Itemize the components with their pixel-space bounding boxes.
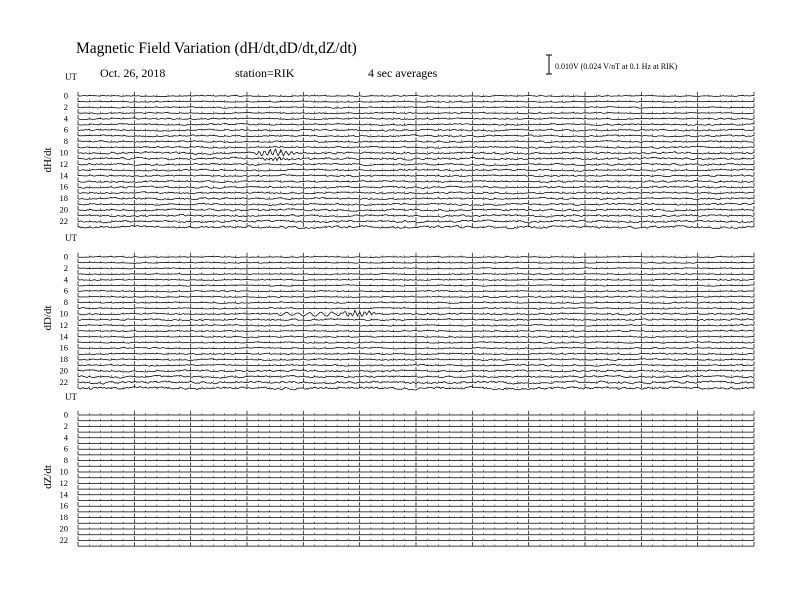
y-axis-label: dH/dt <box>42 147 54 173</box>
hour-label-16: 16 <box>59 500 68 511</box>
hour-label-20: 20 <box>59 204 68 215</box>
hour-label-8: 8 <box>63 297 68 308</box>
hour-label-0: 0 <box>63 409 68 420</box>
hour-label-14: 14 <box>59 331 68 342</box>
station-label: station=RIK <box>235 66 295 80</box>
panel-dD-dt <box>42 233 754 390</box>
hour-label-10: 10 <box>59 147 68 158</box>
y-axis-label: dZ/dt <box>42 465 54 489</box>
ut-label: UT <box>65 233 77 243</box>
hour-label-8: 8 <box>63 455 68 466</box>
hour-label-12: 12 <box>59 319 68 330</box>
hour-label-0: 0 <box>63 90 68 101</box>
ut-label: UT <box>65 392 77 402</box>
hour-label-14: 14 <box>59 170 68 181</box>
averaging-label: 4 sec averages <box>368 66 438 80</box>
panel-dH-dt <box>42 72 754 229</box>
chart-title: Magnetic Field Variation (dH/dt,dD/dt,dZ/dt) <box>76 40 357 57</box>
scale-bar-label: 0.010V (0.024 V/nT at 0.1 Hz at RIK) <box>555 62 678 71</box>
scale-bar <box>546 55 678 74</box>
hour-label-6: 6 <box>63 124 68 135</box>
hour-label-8: 8 <box>63 136 68 147</box>
hour-label-2: 2 <box>63 262 68 273</box>
hour-label-10: 10 <box>59 308 68 319</box>
hour-label-12: 12 <box>59 158 68 169</box>
hour-label-22: 22 <box>59 534 68 545</box>
hour-label-2: 2 <box>63 420 68 431</box>
hour-label-2: 2 <box>63 101 68 112</box>
hour-label-16: 16 <box>59 342 68 353</box>
ut-label: UT <box>65 72 77 82</box>
panel-dZ-dt <box>42 392 754 546</box>
y-axis-label: dD/dt <box>42 305 54 331</box>
hour-label-4: 4 <box>63 274 68 285</box>
hour-label-20: 20 <box>59 365 68 376</box>
hour-label-20: 20 <box>59 523 68 534</box>
hour-label-0: 0 <box>63 251 68 262</box>
hour-label-4: 4 <box>63 432 68 443</box>
hour-label-6: 6 <box>63 285 68 296</box>
hour-label-16: 16 <box>59 181 68 192</box>
hour-label-10: 10 <box>59 466 68 477</box>
hour-label-18: 18 <box>59 193 68 204</box>
hour-label-22: 22 <box>59 215 68 226</box>
hour-label-22: 22 <box>59 376 68 387</box>
hour-label-4: 4 <box>63 113 68 124</box>
hour-label-14: 14 <box>59 489 68 500</box>
hour-label-6: 6 <box>63 443 68 454</box>
hour-label-12: 12 <box>59 477 68 488</box>
hour-label-18: 18 <box>59 354 68 365</box>
date-label: Oct. 26, 2018 <box>100 66 166 80</box>
hour-label-18: 18 <box>59 512 68 523</box>
